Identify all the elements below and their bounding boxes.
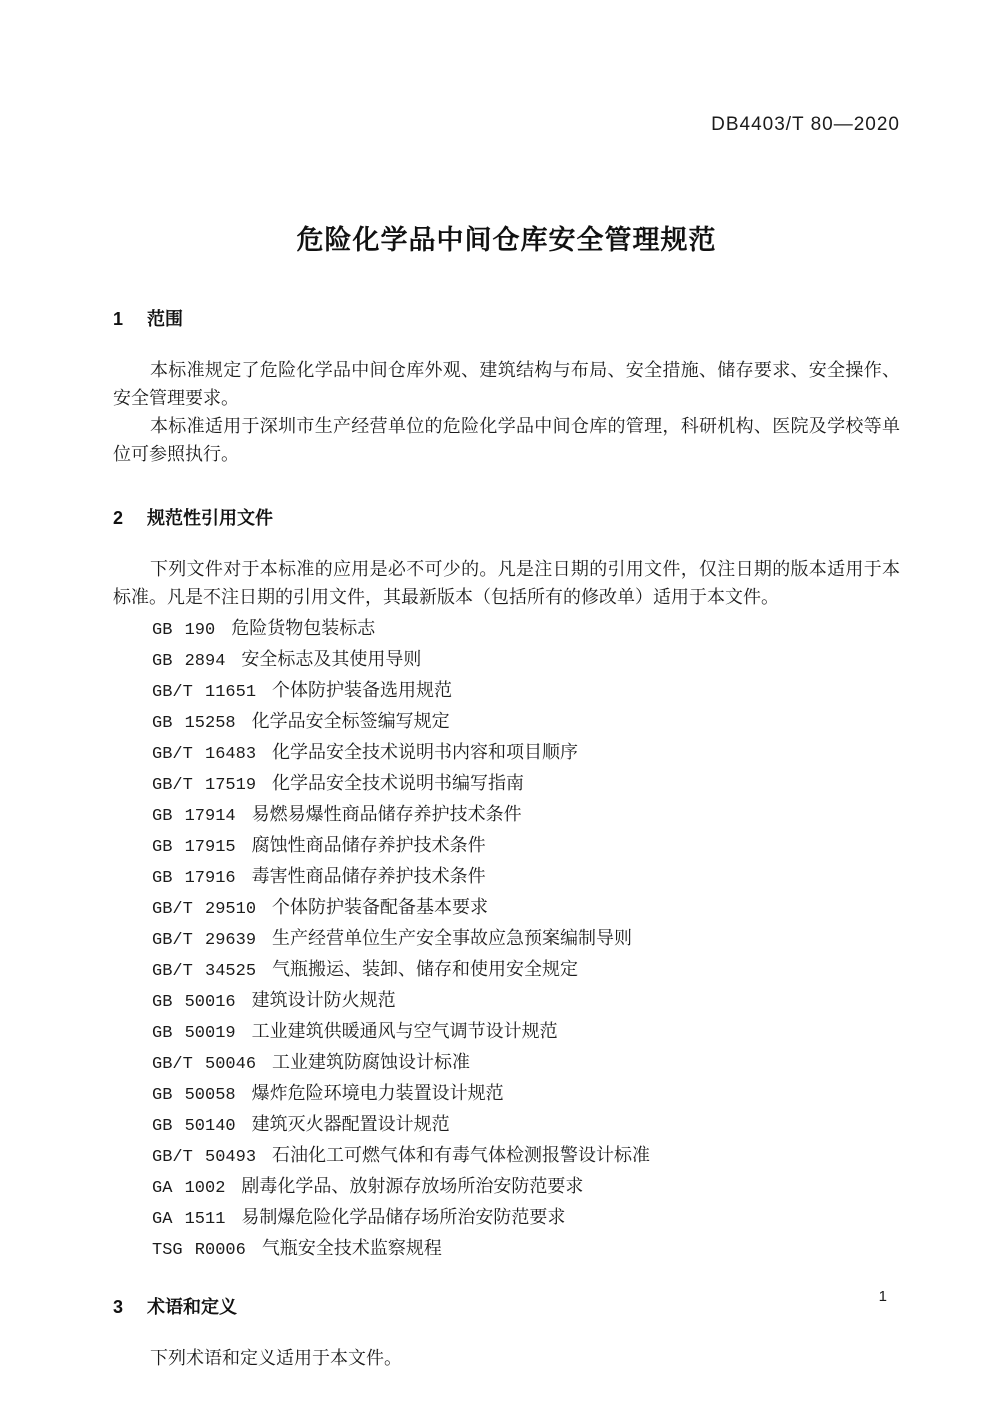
reference-title: 建筑设计防火规范 (251, 990, 396, 1010)
reference-code: GB/T 34525 (152, 962, 257, 981)
section-title: 术语和定义 (147, 1297, 237, 1317)
page-number: 1 (878, 1288, 887, 1305)
reference-title: 易燃易爆性商品储存养护技术条件 (251, 804, 522, 824)
section-heading-terms-definitions (113, 1293, 900, 1319)
reference-item (113, 1203, 900, 1234)
reference-title: 建筑灭火器配置设计规范 (251, 1114, 450, 1134)
reference-code: TSG R0006 (152, 1241, 246, 1260)
reference-item (113, 1048, 900, 1079)
reference-title: 易制爆危险化学品储存场所治安防范要求 (241, 1207, 566, 1227)
reference-title: 危险货物包装标志 (231, 618, 376, 638)
reference-title: 化学品安全技术说明书内容和项目顺序 (272, 742, 579, 762)
paragraph: 本标准适用于深圳市生产经营单位的危险化学品中间仓库的管理，科研机构、医院及学校等单位可参照执行。 (113, 416, 900, 464)
reference-title: 毒害性商品储存养护技术条件 (251, 866, 486, 886)
reference-code: GB 50019 (152, 1024, 236, 1043)
reference-code: GB/T 29510 (152, 900, 257, 919)
doc-number: DB4403/T 80—2020 (711, 114, 900, 135)
reference-title: 剧毒化学品、放射源存放场所治安防范要求 (241, 1176, 584, 1196)
section-heading-scope (113, 305, 900, 331)
reference-title: 气瓶搬运、装卸、储存和使用安全规定 (272, 959, 579, 979)
reference-title: 个体防护装备选用规范 (272, 680, 453, 700)
reference-item (113, 893, 900, 924)
reference-code: GB/T 16483 (152, 745, 257, 764)
reference-code: GB 17916 (152, 869, 236, 888)
reference-item (113, 1079, 900, 1110)
reference-code: GB 17914 (152, 807, 236, 826)
section-number: 2 (113, 508, 124, 528)
reference-item (113, 645, 900, 676)
reference-code: GB/T 29639 (152, 931, 257, 950)
reference-list (113, 614, 900, 1265)
reference-title: 腐蚀性商品储存养护技术条件 (251, 835, 486, 855)
reference-code: GB/T 17519 (152, 776, 257, 795)
reference-item (113, 738, 900, 769)
reference-title: 工业建筑供暖通风与空气调节设计规范 (251, 1021, 558, 1041)
paragraph: 下列术语和定义适用于本文件。 (150, 1348, 402, 1368)
reference-code: GB/T 50046 (152, 1055, 257, 1074)
reference-title: 化学品安全技术说明书编写指南 (272, 773, 525, 793)
reference-code: GB/T 11651 (152, 683, 257, 702)
reference-item (113, 1017, 900, 1048)
reference-code: GB/T 50493 (152, 1148, 257, 1167)
reference-code: GB 190 (152, 621, 216, 640)
reference-code: GB 15258 (152, 714, 236, 733)
reference-title: 工业建筑防腐蚀设计标准 (272, 1052, 471, 1072)
reference-item (113, 614, 900, 645)
reference-item (113, 955, 900, 986)
reference-title: 石油化工可燃气体和有毒气体检测报警设计标准 (272, 1145, 651, 1165)
section-title: 规范性引用文件 (147, 508, 273, 528)
reference-item (113, 769, 900, 800)
reference-title: 个体防护装备配备基本要求 (272, 897, 489, 917)
reference-item (113, 924, 900, 955)
reference-code: GB 50140 (152, 1117, 236, 1136)
reference-title: 化学品安全标签编写规定 (251, 711, 450, 731)
reference-item (113, 676, 900, 707)
section-number: 3 (113, 1297, 124, 1317)
reference-item (113, 862, 900, 893)
section-number: 1 (113, 309, 124, 329)
reference-item (113, 1172, 900, 1203)
paragraph: 下列文件对于本标准的应用是必不可少的。凡是注日期的引用文件，仅注日期的版本适用于本标准。凡是不注日期的引用文件，其最新版本（包括所有的修改单）适用于本文件。 (113, 559, 900, 607)
reference-title: 爆炸危险环境电力装置设计规范 (251, 1083, 504, 1103)
reference-code: GB 50058 (152, 1086, 236, 1105)
reference-item (113, 1141, 900, 1172)
reference-item (113, 707, 900, 738)
reference-code: GB 2894 (152, 652, 226, 671)
reference-code: GA 1511 (152, 1210, 226, 1229)
reference-item (113, 1110, 900, 1141)
page-title: 危险化学品中间仓库安全管理规范 (296, 225, 717, 255)
reference-item (113, 1234, 900, 1265)
reference-title: 安全标志及其使用导则 (241, 649, 422, 669)
reference-code: GB 50016 (152, 993, 236, 1012)
reference-code: GA 1002 (152, 1179, 226, 1198)
section-heading-normative-references (113, 504, 900, 530)
reference-item (113, 800, 900, 831)
reference-title: 气瓶安全技术监察规程 (261, 1238, 442, 1258)
reference-item (113, 986, 900, 1017)
section-title: 范围 (147, 309, 183, 329)
reference-item (113, 831, 900, 862)
paragraph: 本标准规定了危险化学品中间仓库外观、建筑结构与布局、安全措施、储存要求、安全操作、安全管理要求。 (113, 360, 900, 408)
reference-title: 生产经营单位生产安全事故应急预案编制导则 (272, 928, 633, 948)
reference-code: GB 17915 (152, 838, 236, 857)
